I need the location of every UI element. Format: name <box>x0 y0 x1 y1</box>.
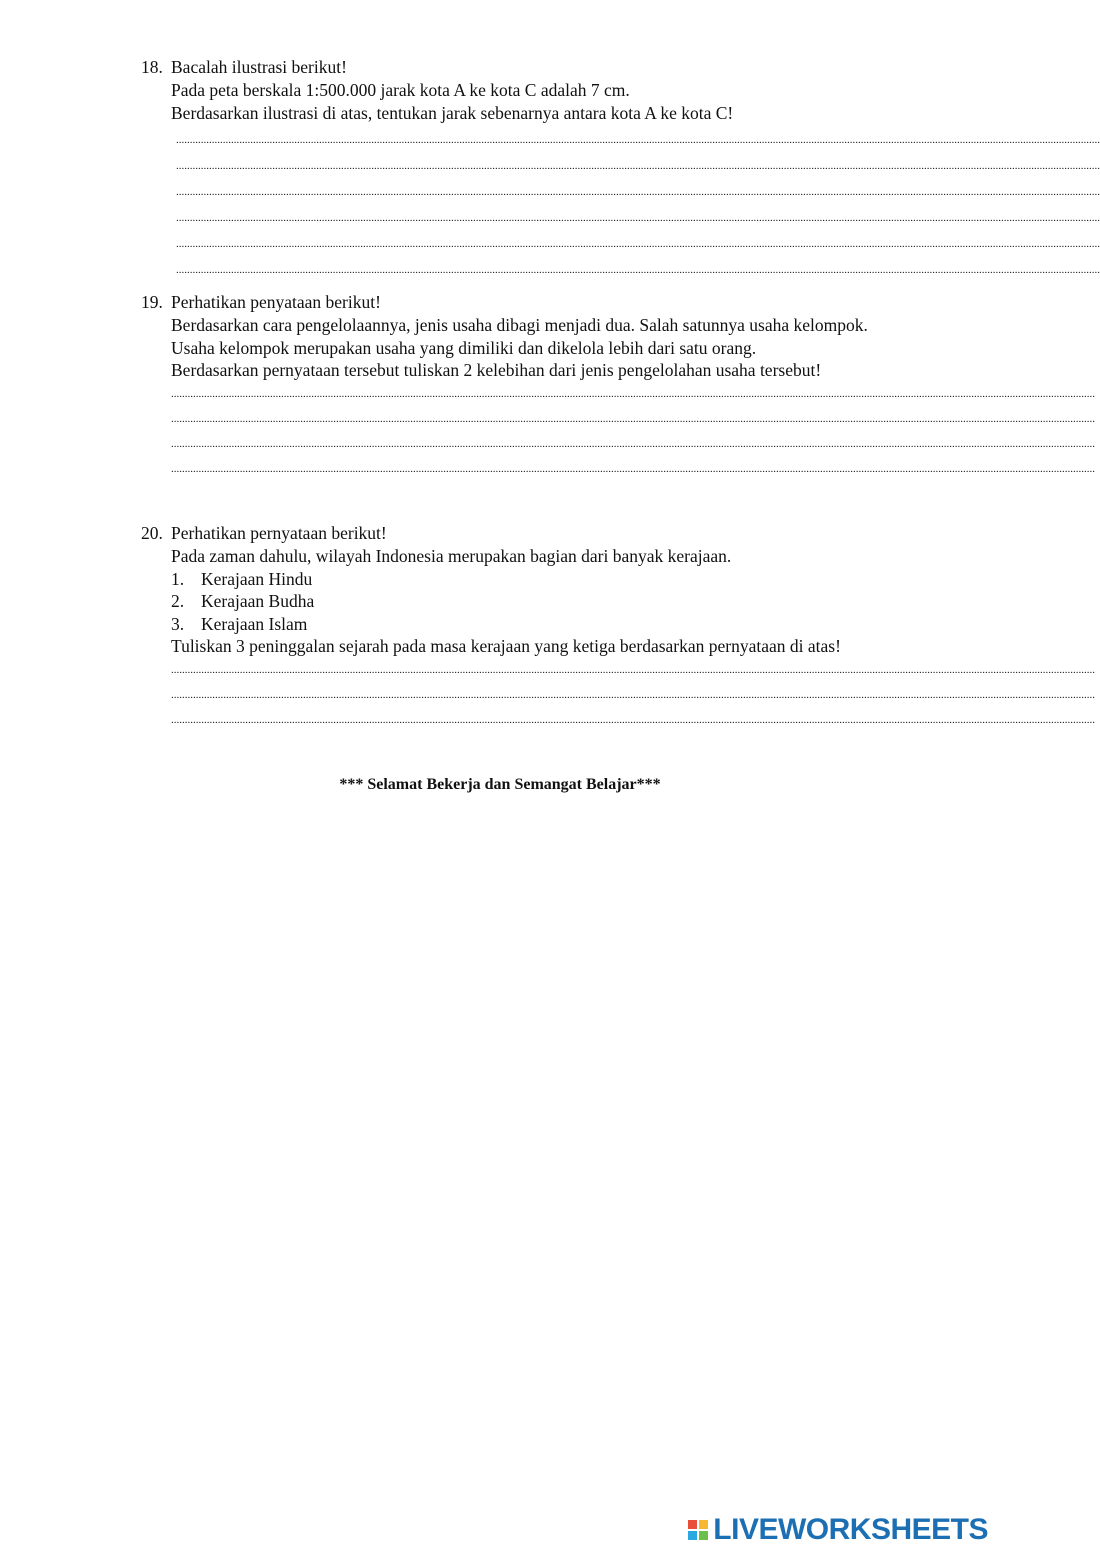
question-19 <box>141 291 1095 482</box>
answer-line[interactable]: ................................................................................................................................................................................................................................................................................................................................................ <box>171 688 1095 701</box>
answer-line[interactable]: ................................................................................................................................................................................................................................................................................................................................................ <box>176 264 1100 276</box>
question-18 <box>141 56 1100 283</box>
question-title: Bacalah ilustrasi berikut! <box>171 57 347 77</box>
question-20-header <box>141 522 901 545</box>
question-paragraph: Berdasarkan pernyataan tersebut tuliskan 2 kelebihan dari jenis pengelolahan usaha tersebut! <box>171 360 822 380</box>
answer-line[interactable]: ................................................................................................................................................................................................................................................................................................................................................ <box>171 713 1095 726</box>
question-title: Perhatikan pernyataan berikut! <box>171 523 387 543</box>
question-paragraph: Berdasarkan cara pengelolaannya, jenis usaha dibagi menjadi dua. Salah satunnya usaha kelompok. Usaha kelompok merupakan usaha yang dimiliki dan dikelola lebih dari satu orang. <box>171 315 868 358</box>
question-number: 18. <box>141 57 163 77</box>
liveworksheets-brand <box>687 1512 988 1548</box>
question-number: 19. <box>141 292 163 312</box>
question-18-header <box>141 56 901 79</box>
list-item <box>171 568 886 591</box>
question-19-header <box>141 291 901 314</box>
answer-line[interactable]: ................................................................................................................................................................................................................................................................................................................................................ <box>171 412 1095 425</box>
list-number: 3. <box>171 613 185 634</box>
answer-line[interactable]: ................................................................................................................................................................................................................................................................................................................................................ <box>176 160 1100 172</box>
brand-name: LIVEWORKSHEETS <box>713 1513 988 1546</box>
list-number: 1. <box>171 568 185 589</box>
list-text: Kerajaan Budha <box>201 591 315 611</box>
question-paragraph: Tuliskan 3 peninggalan sejarah pada masa kerajaan yang ketiga berdasarkan pernyataan di atas! <box>171 636 841 656</box>
question-title: Perhatikan penyataan berikut! <box>171 292 381 312</box>
answer-line[interactable]: ................................................................................................................................................................................................................................................................................................................................................ <box>176 212 1100 224</box>
list-item <box>171 590 886 613</box>
closing-message: *** Selamat Bekerja dan Semangat Belajar*** <box>339 776 661 793</box>
answer-line[interactable]: ................................................................................................................................................................................................................................................................................................................................................ <box>171 663 1095 676</box>
list-text: Kerajaan Islam <box>201 613 308 634</box>
liveworksheets-logo-icon <box>687 1519 709 1541</box>
answer-line[interactable]: ................................................................................................................................................................................................................................................................................................................................................ <box>176 186 1100 198</box>
answer-line[interactable]: ................................................................................................................................................................................................................................................................................................................................................ <box>176 134 1100 146</box>
question-number: 20. <box>141 523 163 543</box>
answer-line[interactable]: ................................................................................................................................................................................................................................................................................................................................................ <box>171 462 1095 475</box>
answer-line[interactable]: ................................................................................................................................................................................................................................................................................................................................................ <box>171 387 1095 400</box>
question-20 <box>141 522 1095 733</box>
question-intro: Pada zaman dahulu, wilayah Indonesia merupakan bagian dari banyak kerajaan. <box>171 546 732 566</box>
list-item <box>171 613 886 636</box>
question-text: Pada peta berskala 1:500.000 jarak kota A ke kota C adalah 7 cm. <box>171 80 630 100</box>
list-number: 2. <box>171 591 185 611</box>
answer-line[interactable]: ................................................................................................................................................................................................................................................................................................................................................ <box>171 437 1095 450</box>
list-text: Kerajaan Hindu <box>201 568 313 589</box>
question-text: Berdasarkan ilustrasi di atas, tentukan jarak sebenarnya antara kota A ke kota C! <box>171 103 734 123</box>
answer-line[interactable]: ................................................................................................................................................................................................................................................................................................................................................ <box>176 238 1100 250</box>
